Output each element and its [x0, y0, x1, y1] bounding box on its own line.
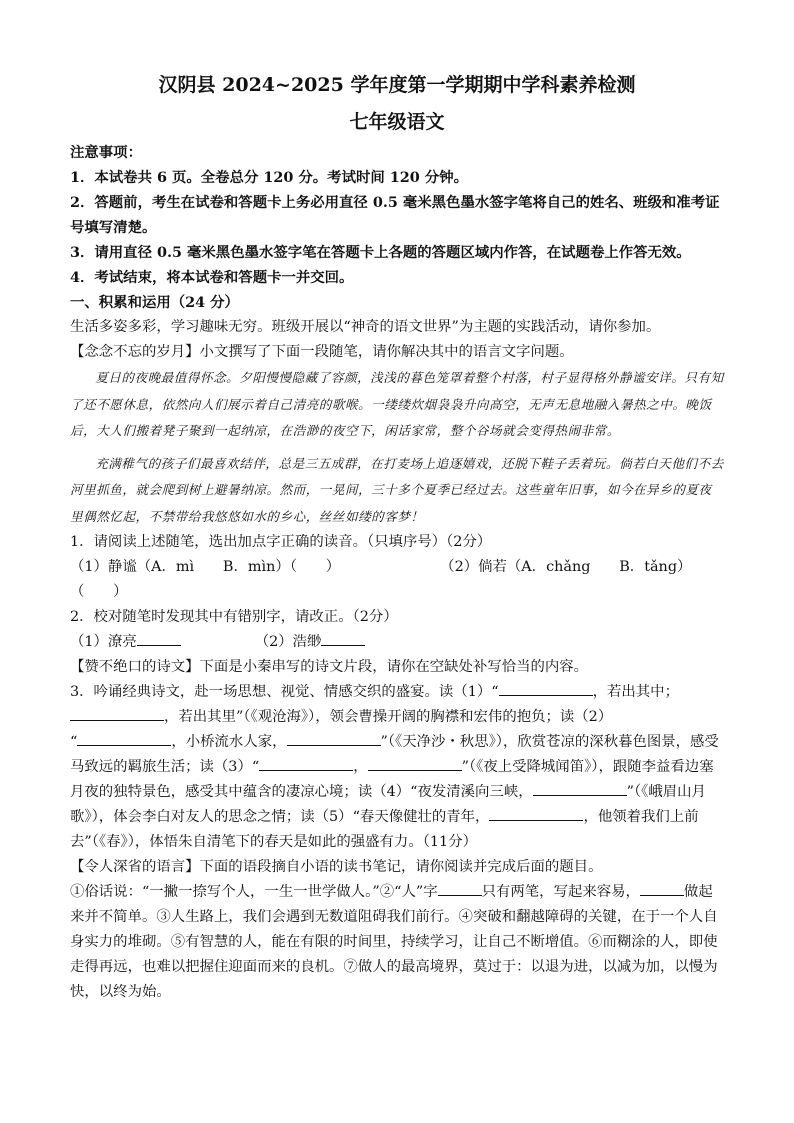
question-1-options: [70, 555, 724, 605]
part-heading: 【念念不忘的岁月】小文撰写了下面一段随笔，请你解决其中的语言文字问题。: [70, 344, 574, 360]
section-heading: 一、积累和运用（24 分）: [70, 294, 239, 311]
answer-blank[interactable]: [287, 731, 381, 746]
question-2: 2．校对随笔时发现其中有错别字，请改正。（2分）: [70, 609, 398, 625]
reading-notes-text: 只有两笔，写起来容易，: [481, 884, 640, 900]
answer-blank[interactable]: [640, 881, 684, 896]
answer-blank[interactable]: [368, 756, 462, 771]
question-1-option-1: （1）静谧（A．mì B．mìn）（ ）: [70, 559, 341, 575]
diary-paragraph: 夏日的夜晚最值得怀念。夕阳慢慢隐藏了容颜，浅浅的暮色笼罩着整个村落，村子显得格外静谧安详。只有知了还不愿休息，依然向人们展示着自己清亮的歌喉。一缕缕炊烟袅袅升向高空，无声无息地融入暑热之中。晚饭后，大人们搬着凳子聚到一起纳凉，在浩渺的夜空下，闲话家常，整个谷场就会变得热闹非常。: [70, 370, 724, 438]
answer-blank[interactable]: [137, 631, 181, 646]
answer-blank[interactable]: [438, 881, 482, 896]
answer-blank[interactable]: [259, 756, 353, 771]
question-3-text: ，若出其中；: [592, 684, 679, 700]
answer-blank[interactable]: [321, 631, 365, 646]
question-3-text: ，小桥流水人家，: [171, 734, 287, 750]
answer-blank[interactable]: [77, 731, 171, 746]
question-3-text: ”（《天净沙・秋思》），欣赏苍凉的深秋暮色图景，感受马致远的羁旅生活；读（3）“: [70, 734, 719, 775]
notice-heading: 注意事项：: [70, 144, 142, 161]
notice-item: 2．答题前，考生在试卷和答题卡上务必用直径 0.5 毫米黑色墨水签字笔将自己的姓名、班级和准考证号填写清楚。: [70, 194, 720, 236]
question-3-text: ”（《夜上受降城闻笛》），跟随李益看边塞月夜的独特景色，感受其中蕴含的凄凉心境；读（4）“夜发清溪向三峡，: [70, 759, 714, 800]
reading-notes-text: 做起来并不简单。③人生路上，我们会遇到无数道阻碍我们前行。④突破和翻越障碍的关键，在于一个人自身实力的堆砌。⑤有智慧的人，能在有限的时间里，持续学习，让自己不断增值。⑥而糊涂的人，即使走得再远，也难以把握住迎面而来的良机。⑦做人的最高境界，莫过于：以退为进，以减为加，以慢为快，以终为始。: [70, 884, 718, 1000]
question-3-text: ，他领着我们上前去”（《春》），体悟朱自清笔下的春天是如此的强盛有力。（11分）: [70, 809, 699, 850]
question-2-item-2: （2）浩缈: [254, 634, 322, 650]
notice-item: 3．请用直径 0.5 毫米黑色墨水签字笔在答题卡上各题的答题区域内作答，在试题卷上作答无效。: [70, 244, 691, 261]
section-intro: 生活多姿多彩，学习趣味无穷。班级开展以“神奇的语文世界”为主题的实践活动，请你参加。: [70, 319, 661, 335]
answer-blank[interactable]: [499, 681, 593, 696]
answer-blank[interactable]: [70, 706, 164, 721]
question-1: 1．请阅读上述随笔，选出加点字正确的读音。（只填序号）（2分）: [70, 534, 492, 550]
page-title: 汉阴县 2024~2025 学年度第一学期期中学科素养检测: [158, 74, 636, 96]
question-3-text: “: [70, 734, 78, 750]
notice-item: 4．考试结束，将本试卷和答题卡一并交回。: [70, 269, 354, 286]
question-3: [70, 680, 724, 855]
answer-blank[interactable]: [489, 806, 583, 821]
part-heading: 【令人深省的语言】下面的语段摘自小语的读书笔记，请你阅读并完成后面的题目。: [70, 859, 603, 875]
reading-notes-text: ①俗话说：“一撇一捺写个人，一生一世学做人。”②“人”字: [70, 884, 438, 900]
question-3-text: ，: [353, 759, 368, 775]
page-subtitle: 七年级语文: [349, 111, 445, 133]
part-heading: 【赞不绝口的诗文】下面是小秦串写的诗文片段，请你在空缺处补写恰当的内容。: [70, 659, 589, 675]
question-3-text: ”（《峨眉山月歌》），体会李白对友人的思念之情；读（5）“春天像健壮的青年，: [70, 784, 706, 825]
notice-item: 1．本试卷共 6 页。全卷总分 120 分。考试时间 120 分钟。: [70, 169, 468, 186]
question-2-items: [70, 630, 724, 655]
question-3-text: 3．吟诵经典诗文，赴一场思想、视觉、情感交织的盛宴。读（1）“: [70, 684, 499, 700]
question-2-item-1: （1）潦亮: [70, 634, 137, 650]
answer-blank[interactable]: [533, 781, 627, 796]
question-1-option-2: （2）倘若（A．chǎng B．tǎng）（ ）: [70, 559, 692, 600]
diary-paragraph: 充满稚气的孩子们最喜欢结伴，总是三五成群，在打麦场上追逐嬉戏，还脱下鞋子丢着玩。倘若白天他们不去河里抓鱼，就会爬到树上避暑纳凉。然而，一晃间，三十多个夏季已经过去。这些童年旧事，如今在异乡的夏夜里偶然忆起，不禁带给我悠悠如水的乡心，丝丝如缕的客梦！: [70, 455, 724, 524]
reading-notes: [70, 880, 724, 1005]
question-3-text: ，若出其里”（《观沧海》），领会曹操开阔的胸襟和宏伟的抱负；读（2）: [164, 709, 613, 725]
